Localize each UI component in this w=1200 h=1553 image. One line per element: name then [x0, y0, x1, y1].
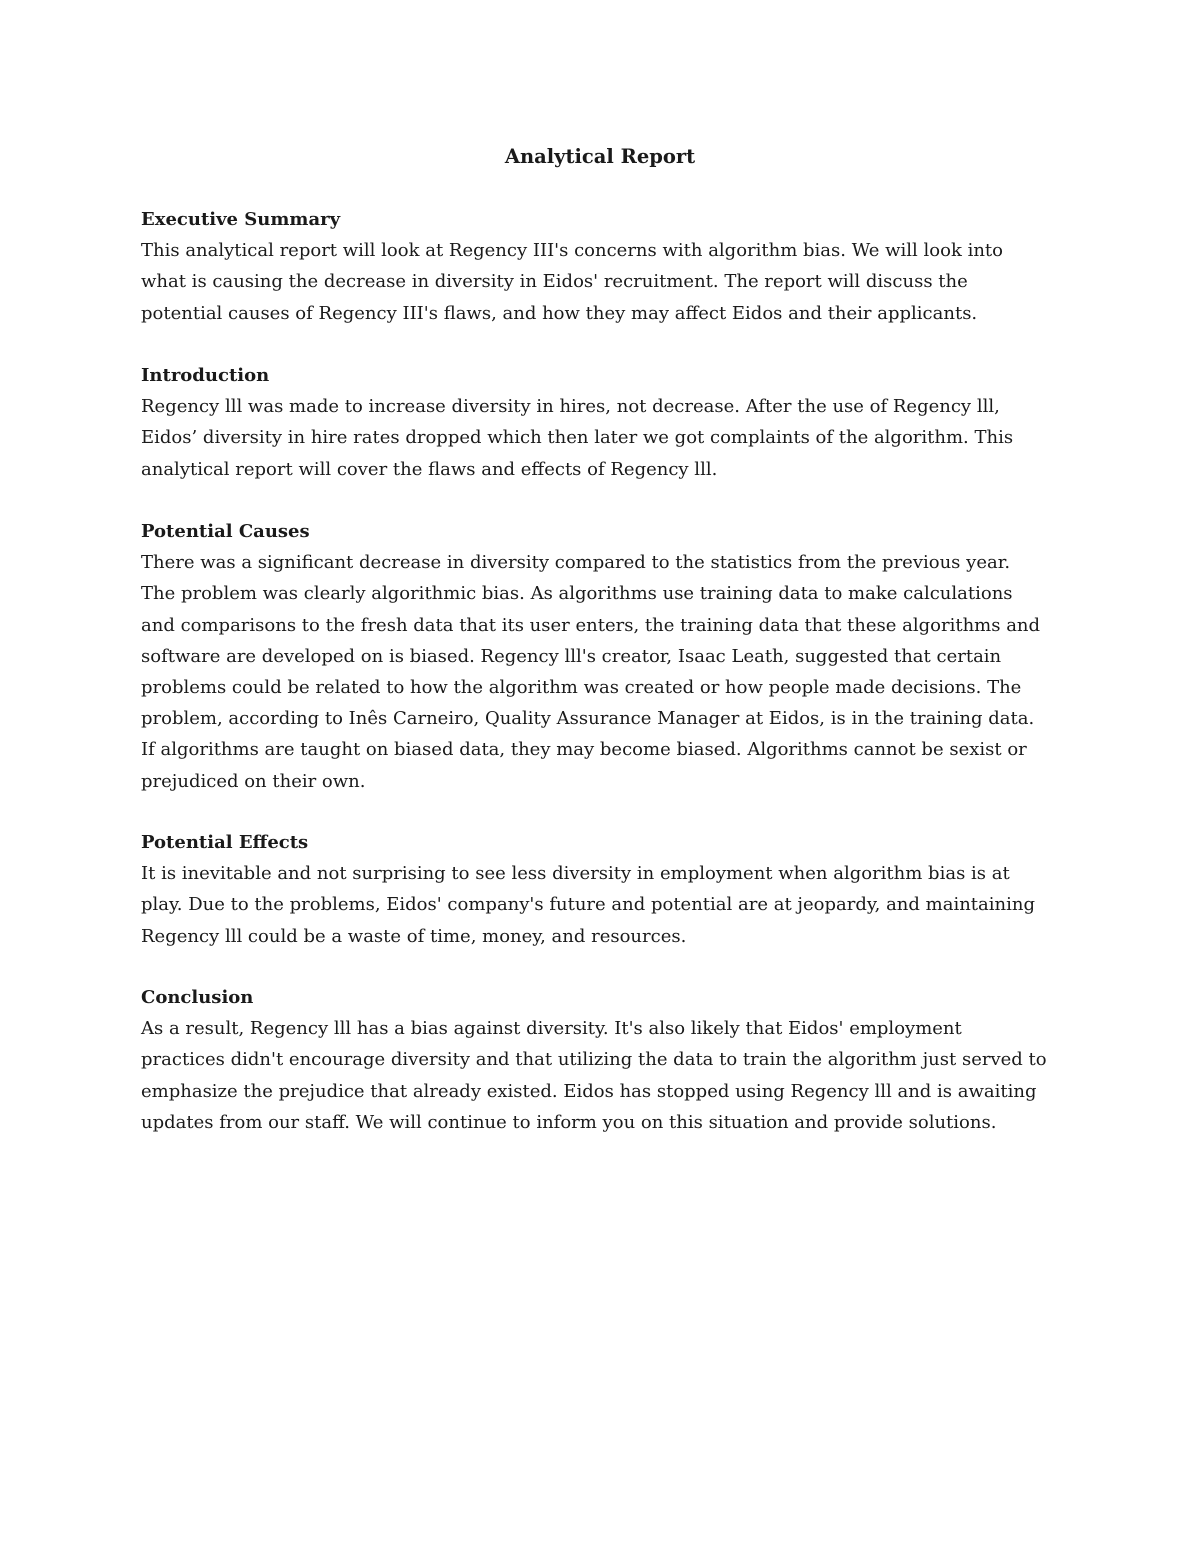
body-line: As a result, Regency lll has a bias against diversity. It's also likely that Eidos' employment	[141, 1018, 962, 1040]
body-line: play. Due to the problems, Eidos' company's future and potential are at jeopardy, and maintaining	[141, 894, 1035, 916]
section-heading: Executive Summary	[141, 209, 341, 230]
section-potential-causes	[141, 516, 1071, 797]
body-line: software are developed on is biased. Regency lll's creator, Isaac Leath, suggested that certain	[141, 645, 1002, 667]
body-line: problem, according to Inês Carneiro, Quality Assurance Manager at Eidos, is in the training data.	[141, 708, 1035, 730]
section-heading: Conclusion	[141, 987, 254, 1008]
body-line: There was a significant decrease in diversity compared to the statistics from the previous year.	[141, 552, 1011, 574]
document-title: Analytical Report	[504, 145, 696, 168]
body-line: It is inevitable and not surprising to see less diversity in employment when algorithm bias is at	[141, 863, 1010, 885]
section-body	[141, 235, 1071, 329]
body-line: practices didn't encourage diversity and that utilizing the data to train the algorithm just served to	[141, 1049, 1047, 1071]
body-line: This analytical report will look at Regency III's concerns with algorithm bias. We will look into	[141, 240, 1003, 262]
section-introduction	[141, 360, 1071, 485]
body-line: Eidos’ diversity in hire rates dropped which then later we got complaints of the algorithm. This	[141, 427, 1014, 449]
body-line: If algorithms are taught on biased data, they may become biased. Algorithms cannot be sexist or	[141, 739, 1027, 761]
body-line: problems could be related to how the algorithm was created or how people made decisions. The	[141, 677, 1022, 699]
body-line: The problem was clearly algorithmic bias. As algorithms use training data to make calculations	[141, 583, 1013, 605]
body-line: Regency lll was made to increase diversity in hires, not decrease. After the use of Regency lll,	[141, 396, 1000, 418]
body-line: potential causes of Regency III's flaws, and how they may affect Eidos and their applicants.	[141, 302, 978, 324]
body-line: prejudiced on their own.	[141, 770, 366, 792]
body-line: emphasize the prejudice that already existed. Eidos has stopped using Regency lll and is awaiting	[141, 1080, 1037, 1102]
body-line: and comparisons to the fresh data that its user enters, the training data that these algorithms and	[141, 614, 1041, 636]
section-body	[141, 1013, 1071, 1138]
body-line: updates from our staff. We will continue to inform you on this situation and provide solutions.	[141, 1111, 997, 1133]
section-heading: Introduction	[141, 365, 270, 386]
section-heading: Potential Causes	[141, 521, 310, 542]
section-executive-summary	[141, 204, 1071, 329]
section-conclusion	[141, 982, 1071, 1138]
body-line: what is causing the decrease in diversity in Eidos' recruitment. The report will discuss the	[141, 271, 968, 293]
body-line: analytical report will cover the flaws and effects of Regency lll.	[141, 458, 718, 480]
body-line: Regency lll could be a waste of time, money, and resources.	[141, 925, 687, 947]
section-body	[141, 391, 1071, 485]
section-body	[141, 858, 1071, 952]
section-body	[141, 547, 1071, 797]
section-heading: Potential Effects	[141, 832, 309, 853]
section-potential-effects	[141, 827, 1071, 952]
